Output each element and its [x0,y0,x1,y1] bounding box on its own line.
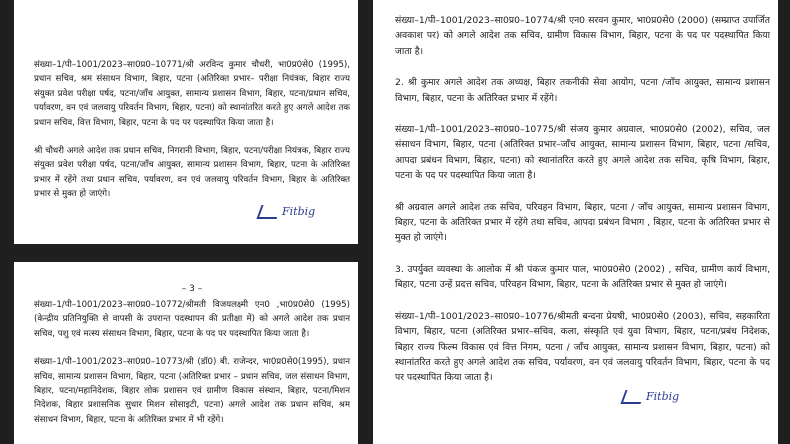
order-paragraph: 3. उपर्युक्त व्यवस्था के आलोक में श्री पंकज कुमार पाल, भा0प्र0से0 (2002) , सचिव, ग्रामीण कार्य विभाग, बिहार, पटना उन्हें प्रदत्त सचिव, परिवहन विभाग, बिहार, पटना के अतिरिक्त प्रभार से मुक्त हो जाएंगे। [395,263,770,291]
order-paragraph: श्री चौधरी अगले आदेश तक प्रधान सचिव, निगरानी विभाग, बिहार, पटना/परीक्षा नियंत्रक, बिहार राज्य संयुक्त प्रवेश परीक्षा पर्षद, पटना/जाँच आयुक्त, सामान्य प्रशासन विभाग, बिहार, पटना के अतिरिक्त प्रभार में रहेंगे तथा प्रधान सचिव, पर्यावरण, वन एवं जलवायु परिवर्तन विभाग, बिहार के अतिरिक्त प्रभार से मुक्त हो जाएंगे। [34,146,350,200]
order-paragraph: श्री अग्रवाल अगले आदेश तक सचिव, परिवहन विभाग, बिहार, पटना / जाँच आयुक्त, सामान्य प्रशासन विभाग, बिहार, पटना के अतिरिक्त प्रभार में रहेंगे तथा सचिव, आपदा प्रबंधन विभाग , बिहार, पटना के अतिरिक्त प्रभार से मुक्त हो जाएंगे। [395,201,770,244]
signature-text: Fitbig [282,205,316,218]
signature-mark-icon [256,205,281,219]
page-number: – 3 – [181,284,203,294]
order-paragraph: संख्या–1/पी–1001/2023–सा0प्र0–10776/श्रीमती बन्दना प्रेयषी, भा0प्र0से0 (2003), सचिव, सहकारिता विभाग, बिहार, पटना (अतिरिक्त प्रभार–सचिव, कला, संस्कृति एवं युवा विभाग, बिहार, पटना/प्रबंध निदेशक, बिहार राज्य फिल्म विकास एवं वित्त निगम, पटना / जाँच आयुक्त, सामान्य प्रशासन विभाग, बिहार, पटना) को स्थानांतरित करते हुए अगले आदेश तक सचिव, पर्यावरण, वन एवं जलवायु परिवर्तन विभाग, बिहार, पटना के पद पर पदस्थापित किया जाता है। [395,310,770,384]
document-page-right [373,0,778,444]
document-page-left-top [14,0,358,244]
order-paragraph: संख्या–1/पी–1001/2023–सा0प्र0–10774/श्री एन0 सरवन कुमार, भा0प्र0से0 (2000) (सम्प्राप्त उपार्जित अवकाश पर) को अगले आदेश तक सचिव, ग्रामीण विकास विभाग, बिहार, पटना के पद पर पदस्थापित किया जाता है। [395,15,770,57]
signature-text: Fitbig [646,390,680,403]
order-paragraph: संख्या–1/पी–1001/2023–सा0प्र0–10775/श्री संजय कुमार अग्रवाल, भा0प्र0से0 (2002), सचिव, जल संसाधन विभाग, बिहार, पटना (अतिरिक्त प्रभार–जाँच आयुक्त, सामान्य प्रशासन विभाग, बिहार, पटना /सचिव, आपदा प्रबंधन विभाग, बिहार, पटना) को स्थानांतरित करते हुए अगले आदेश तक सचिव, कृषि विभाग, बिहार, पटना के पद पर पदस्थापित किया जाता है। [395,124,770,182]
signature [259,205,315,219]
order-paragraph: संख्या–1/पी–1001/2023–सा0प्र0–10771/श्री अरविन्द कुमार चौधरी, भा0प्र0से0 (1995), प्रधान सचिव, श्रम संसाधन विभाग, बिहार, पटना (अतिरिक्त प्रभार– परीक्षा नियंत्रक, बिहार राज्य संयुक्त प्रवेश परीक्षा पर्षद, पटना/जाँच आयुक्त, सामान्य प्रशासन विभाग, बिहार, पटना/प्रधान सचिव, पर्यावरण, वन एवं जलवायु परिवर्तन विभाग, बिहार, पटना) को स्थानांतरित करते हुए अगले आदेश तक प्रधान सचिव, वित्त विभाग, बिहार, पटना के पद पर पदस्थापित किया जाता है। [34,60,350,128]
order-paragraph: संख्या–1/पी–1001/2023–सा0प्र0–10772/श्रीमती विजयलक्ष्मी एन0 ,भा0प्र0से0 (1995) (केन्द्रीय प्रतिनियुक्ति से वापसी के उपरान्त पदस्थापन की प्रतीक्षा में) को अगले आदेश तक प्रधान सचिव, पशु एवं मत्स्य संसाधन विभाग, बिहार, पटना के पद पर पदस्थापित किया जाता है। [34,300,350,339]
signature-mark-icon [620,390,645,404]
signature [623,390,679,404]
order-paragraph: संख्या–1/पी–1001/2023–सा0प्र0–10773/श्री (डॉ0) बी. राजेन्दर, भा0प्र0से0(1995), प्रधान सचिव, सामान्य प्रशासन विभाग, बिहार, पटना (अतिरिक्त प्रभार – प्रधान सचिव, जल संसाधन विभाग, बिहार, पटना/महानिदेशक, बिहार लोक प्रशासन एवं ग्रामीण विकास संस्थान, बिहार, पटना/मिशन निदेशक, बिहार प्रशासनिक सुधार मिशन सोसाइटी, पटना) अगले आदेश तक प्रधान सचिव, श्रम संसाधन विभाग, बिहार, पटना के अतिरिक्त प्रभार में भी रहेंगे। [34,357,350,425]
document-page-left-bottom [14,262,358,444]
order-paragraph: 2. श्री कुमार अगले आदेश तक अध्यक्ष, बिहार तकनीकी सेवा आयोग, पटना /जाँच आयुक्त, सामान्य प्रशासन विभाग, बिहार, पटना के अतिरिक्त प्रभार में रहेंगे। [395,77,770,104]
